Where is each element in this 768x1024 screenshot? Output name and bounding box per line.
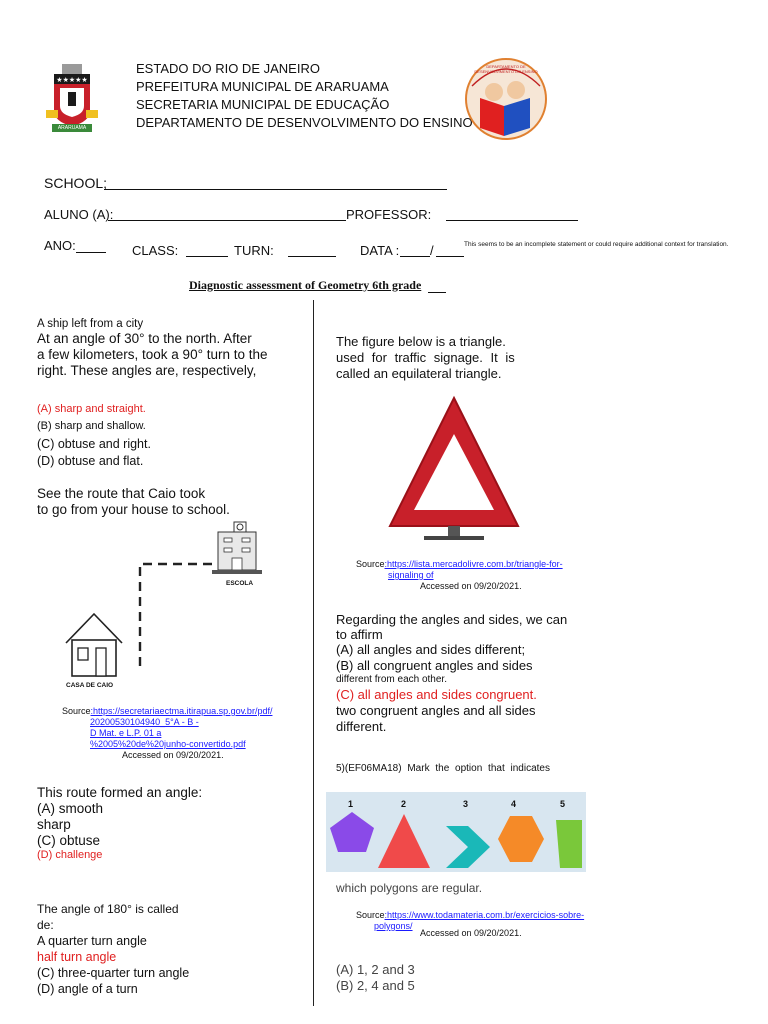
question-sides-line-1: Regarding the angles and sides, we can	[336, 612, 568, 627]
question-triangle-line-3: called an equilateral triangle.	[336, 366, 502, 381]
option-all-different[interactable]: (A) all angles and sides different;	[336, 642, 526, 657]
question-sides-line-2: to affirm	[336, 627, 383, 642]
question-ship-line-4: right. These angles are, respectively,	[37, 363, 257, 378]
school-building-label: ESCOLA	[226, 580, 254, 587]
column-divider	[313, 300, 314, 1006]
option-quarter-turn[interactable]: A quarter turn angle	[37, 934, 147, 948]
route-source-link-1[interactable]: :https://secretariaectma.itirapua.sp.gov.br/pdf/	[90, 706, 273, 716]
municipal-crest	[44, 62, 100, 136]
question-angles-sides	[336, 612, 567, 735]
turn-input-line[interactable]	[288, 256, 336, 257]
option-c-answer[interactable]: (C) all angles and sides congruent.	[336, 687, 537, 702]
school-input-line[interactable]	[104, 189, 447, 190]
question-triangle	[336, 334, 536, 382]
option-b[interactable]: (B) sharp and shallow.	[37, 420, 146, 432]
class-label: CLASS:	[132, 243, 179, 258]
student-input-line[interactable]	[108, 220, 346, 221]
hexagon-shape	[498, 816, 544, 862]
route-source	[62, 706, 272, 761]
page-title: Diagnostic assessment of Geometry 6th grade	[189, 278, 422, 292]
polygons-source-link-1[interactable]: :https://www.todamateria.com.br/exercicios-sobre-	[384, 910, 585, 920]
triangle-source-link-1[interactable]: :https://lista.mercadolivre.com.br/triangle-for-	[384, 559, 563, 569]
option-a-answer[interactable]: (A) sharp and straight.	[37, 403, 146, 415]
polygons-source-link-2[interactable]: polygons/	[374, 921, 413, 931]
date-separator: /	[430, 243, 434, 258]
seal-caption: DEPARTAMENTO DE DESENVOLVIMENTO DO ENSINO	[474, 64, 538, 74]
polygon-strip	[326, 792, 586, 872]
professor-input-line[interactable]	[446, 220, 578, 221]
option-challenge[interactable]: (D) challenge	[37, 849, 103, 861]
school-label: SCHOOL;	[44, 175, 108, 191]
question-route	[37, 486, 230, 518]
polygons-options	[336, 962, 415, 994]
option-sharp[interactable]: sharp	[37, 817, 71, 832]
question-route-line-1: See the route that Caio took	[37, 486, 206, 501]
pentagon-shape	[330, 812, 374, 852]
date-month-line[interactable]	[436, 256, 464, 257]
option-smooth[interactable]: (A) smooth	[37, 801, 104, 816]
option-1-2-3[interactable]: (A) 1, 2 and 3	[336, 962, 415, 977]
shape-number-2: 2	[401, 799, 407, 809]
question-triangle-line-1: The figure below is a triangle.	[336, 334, 506, 349]
student-label: ALUNO (A):	[44, 207, 114, 222]
year-label: ANO:	[44, 238, 76, 253]
chevron-shape	[446, 826, 490, 868]
header-line-1: ESTADO DO RIO DE JANEIRO	[136, 61, 320, 76]
shape-number-1: 1	[348, 799, 354, 809]
question-route-line-2: to go from your house to school.	[37, 502, 230, 517]
polygons-source-accessed: Accessed on 09/20/2021.	[420, 928, 522, 938]
question-ship-line-2: At an angle of 30° to the north. After	[37, 331, 252, 346]
triangle-source-prefix: Source	[356, 559, 385, 569]
warning-triangle-photo	[384, 392, 524, 546]
option-two-congruent-cont: different.	[336, 719, 387, 734]
shape-number-5: 5	[560, 799, 566, 809]
question-triangle-line-2: used for traffic signage. It is	[336, 350, 515, 365]
header-line-4: DEPARTAMENTO DE DESENVOLVIMENTO DO ENSINO	[136, 115, 473, 130]
triangle-source	[356, 559, 563, 592]
question-ship	[37, 317, 268, 379]
question-angle-line-1: This route formed an angle:	[37, 785, 203, 800]
option-half-turn-answer[interactable]: half turn angle	[37, 950, 117, 964]
polygons-source-prefix: Source	[356, 910, 385, 920]
route-source-prefix: Source	[62, 706, 91, 716]
option-all-congruent-angles[interactable]: (B) all congruent angles and sides	[336, 658, 533, 673]
route-diagram	[60, 520, 270, 698]
question-180-line-2: de:	[37, 918, 54, 932]
question-regular-polygons: 5)(EF06MA18) Mark the option that indicates	[336, 763, 550, 774]
route-source-link-3[interactable]: D Mat. e L.P. 01 a	[90, 728, 162, 738]
option-obtuse[interactable]: (C) obtuse	[37, 833, 101, 848]
date-label: DATA :	[360, 243, 400, 258]
class-input-line[interactable]	[186, 256, 228, 257]
translation-note: This seems to be an incomplete statement or could require additional context for translation.	[464, 241, 729, 248]
polygons-caption: which polygons are regular.	[336, 881, 483, 895]
header-line-3: SECRETARIA MUNICIPAL DE EDUCAÇÃO	[136, 97, 390, 112]
rectangle-shape	[556, 820, 582, 868]
turn-label: TURN:	[234, 243, 274, 258]
date-day-line[interactable]	[400, 256, 430, 257]
question-180-line-1: The angle of 180° is called	[37, 902, 179, 916]
title-underline-tail	[428, 292, 446, 293]
department-seal	[458, 52, 554, 146]
question-ship-line-3: a few kilometers, took a 90° turn to the	[37, 347, 268, 362]
option-d[interactable]: (D) obtuse and flat.	[37, 454, 144, 468]
header-line-2: PREFEITURA MUNICIPAL DE ARARUAMA	[136, 79, 389, 94]
year-input-line[interactable]	[76, 252, 106, 253]
triangle-shape	[378, 814, 430, 868]
question-ship-line-1: A ship left from a city	[37, 318, 144, 330]
svg-text:★★★★★: ★★★★★	[56, 76, 88, 84]
option-b-continued: different from each other.	[336, 674, 447, 685]
route-source-accessed: Accessed on 09/20/2021.	[122, 750, 224, 760]
option-two-congruent[interactable]: two congruent angles and all sides	[336, 703, 536, 718]
option-c[interactable]: (C) obtuse and right.	[37, 437, 151, 451]
route-source-link-4[interactable]: %2005%20de%20junho-convertido.pdf	[90, 739, 246, 749]
header-text	[136, 60, 473, 132]
shape-number-4: 4	[511, 799, 517, 809]
option-three-quarter[interactable]: (C) three-quarter turn angle	[37, 966, 190, 980]
question-180	[37, 901, 189, 997]
shape-number-3: 3	[463, 799, 469, 809]
triangle-source-link-2[interactable]: signaling of	[388, 570, 434, 580]
option-2-4-5[interactable]: (B) 2, 4 and 5	[336, 978, 415, 993]
option-full-turn[interactable]: (D) angle of a turn	[37, 982, 138, 996]
crest-caption: ARARUAMA	[57, 125, 87, 131]
house-label: CASA DE CAIO	[66, 682, 114, 689]
question-angle-type	[37, 785, 202, 862]
polygons-source	[356, 910, 584, 939]
triangle-source-accessed: Accessed on 09/20/2021.	[420, 581, 522, 591]
question-ship-options	[37, 403, 151, 470]
professor-label: PROFESSOR:	[346, 207, 432, 222]
route-source-link-2[interactable]: 20200530104940_5°A - B -	[90, 717, 199, 727]
